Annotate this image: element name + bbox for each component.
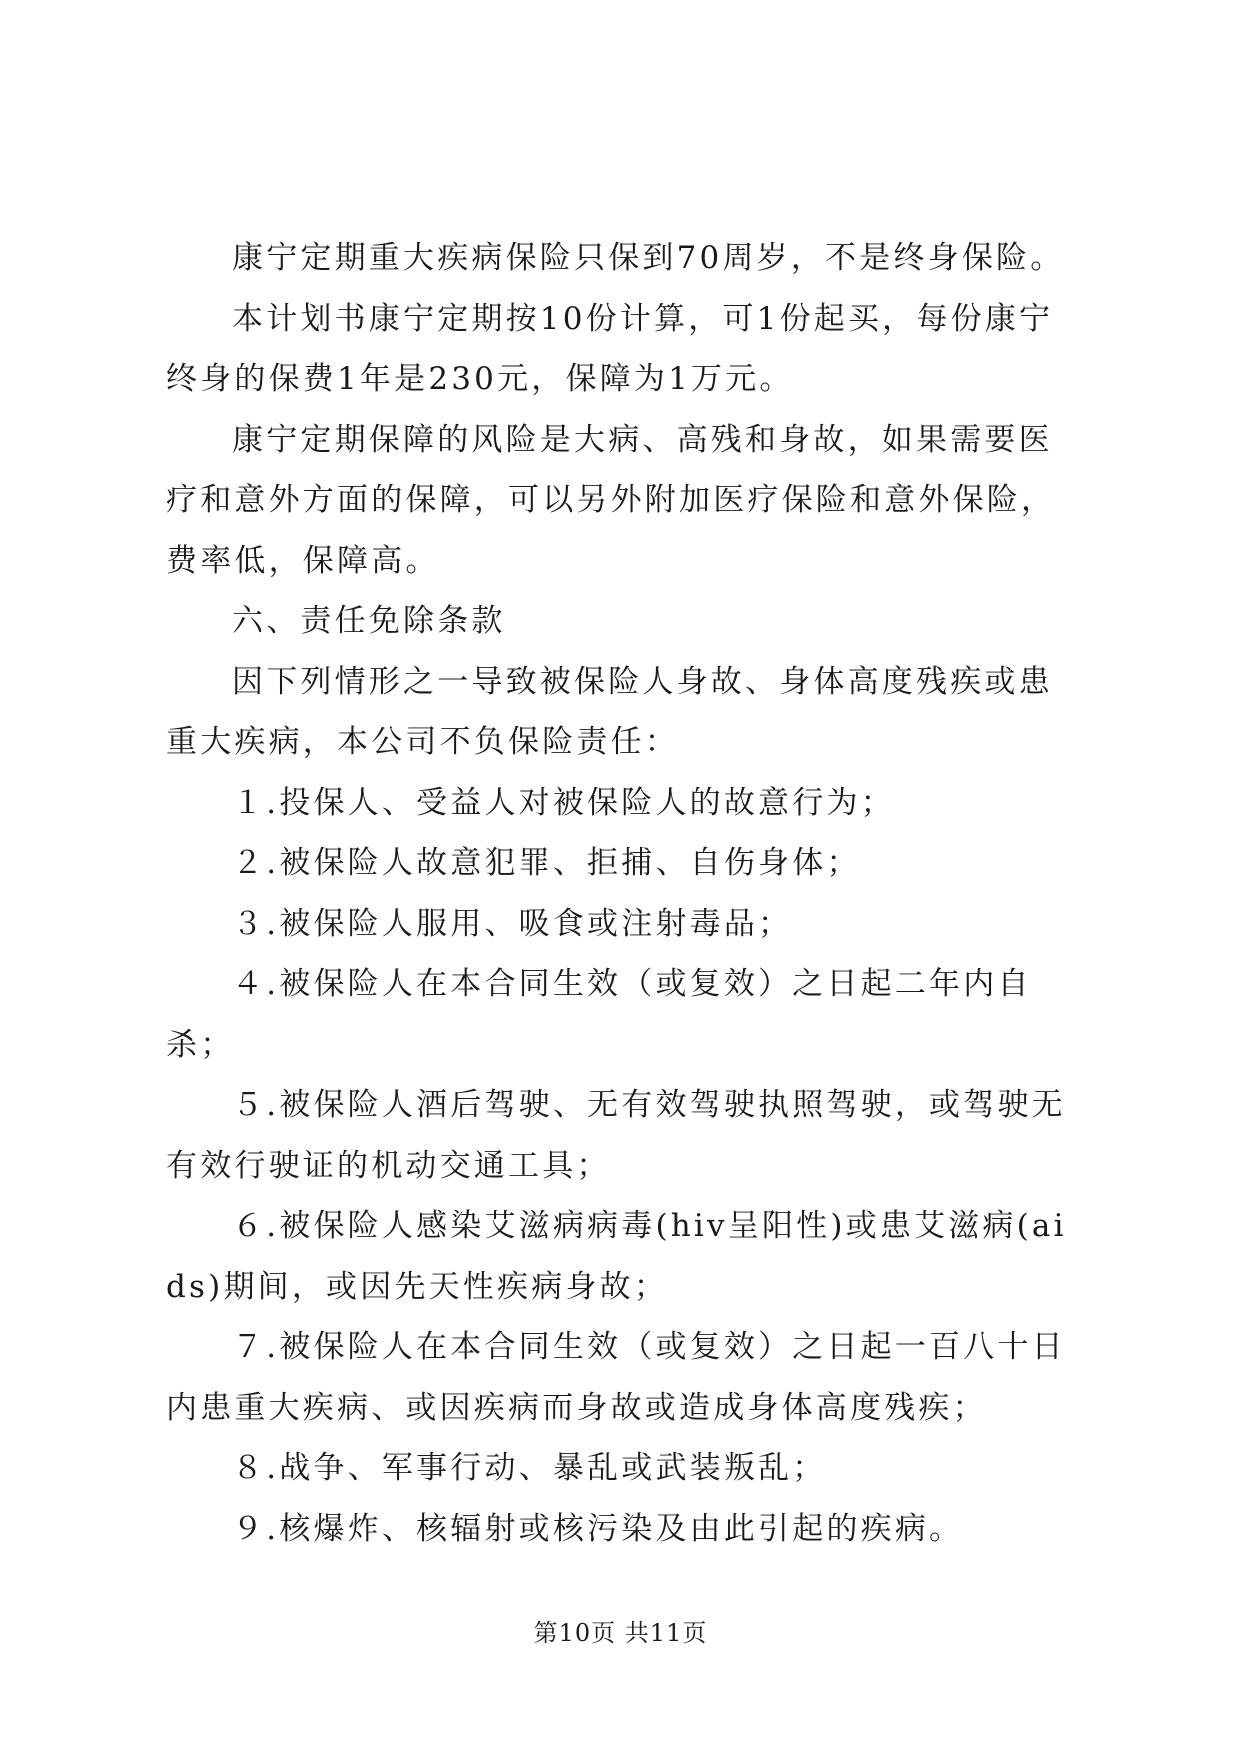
- paragraph-plan-calculation: 本计划书康宁定期按10份计算，可1份起买，每份康宁终身的保费1年是230元，保障为1万元。: [166, 300, 1054, 397]
- exclusion-item-3: ３.被保险人服用、吸食或注射毒品；: [232, 905, 793, 942]
- exclusion-item-8: ８.战争、军事行动、暴乱或武装叛乱；: [232, 1450, 827, 1486]
- document-body: [166, 228, 1086, 1559]
- page-number-label: 第10页 共11页: [533, 1619, 708, 1647]
- exclusion-item-9: ９.核爆炸、核辐射或核污染及由此引起的疾病。: [232, 1510, 964, 1547]
- section-heading-exclusions: 六、责任免除条款: [232, 603, 506, 639]
- exclusion-item-2: ２.被保险人故意犯罪、拒捕、自伤身体；: [232, 845, 861, 881]
- exclusion-item-7: ７.被保险人在本合同生效（或复效）之日起一百八十日内患重大疾病、或因疾病而身故或造成身体高度残疾；: [166, 1329, 1066, 1426]
- paragraph-coverage-risks: 康宁定期保障的风险是大病、高残和身故，如果需要医疗和意外方面的保障，可以另外附加医疗保险和意外保险，费率低，保障高。: [166, 421, 1056, 579]
- exclusion-item-1: １.投保人、受益人对被保险人的故意行为；: [232, 784, 895, 821]
- paragraph-exclusions-intro: 因下列情形之一导致被保险人身故、身体高度残疾或患重大疾病，本公司不负保险责任：: [166, 663, 1053, 760]
- exclusion-item-6: ６.被保险人感染艾滋病病毒(hiv呈阳性)或患艾滋病(aids)期间，或因先天性疾病身故；: [166, 1208, 1067, 1305]
- exclusion-item-5: ５.被保险人酒后驾驶、无有效驾驶执照驾驶，或驾驶无有效行驶证的机动交通工具；: [166, 1087, 1066, 1184]
- paragraph-coverage-age: 康宁定期重大疾病保险只保到70周岁，不是终身保险。: [232, 240, 1065, 276]
- page-footer: [0, 1613, 1241, 1648]
- exclusion-item-4: ４.被保险人在本合同生效（或复效）之日起二年内自杀；: [166, 966, 1032, 1063]
